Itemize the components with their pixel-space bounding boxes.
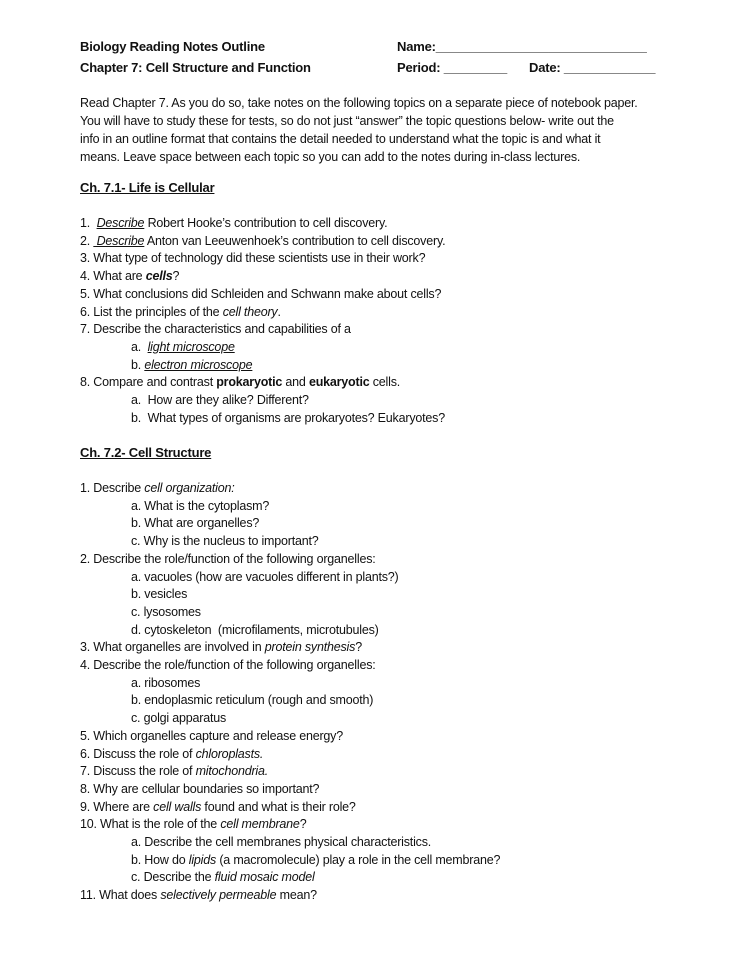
item-text: c. lysosomes — [131, 604, 201, 619]
date-field: Date: _____________ — [529, 60, 656, 75]
list-item — [80, 250, 425, 268]
item-text: 1. — [80, 216, 97, 230]
item-text: b. — [131, 357, 145, 372]
item-text: (a macromolecule) play a role in the cell membrane? — [216, 852, 501, 867]
item-text: lipids — [188, 852, 217, 867]
instruction-line: means. Leave space between each topic so you can add to the notes during in-class lectures. — [80, 150, 581, 164]
item-text: electron microscope — [144, 357, 253, 372]
list-item — [80, 286, 441, 304]
document-title: Biology Reading Notes Outline — [80, 39, 265, 54]
item-text: a. Describe the cell membranes physical characteristics. — [131, 835, 432, 849]
item-text: cell membrane — [220, 817, 300, 832]
item-text: prokaryotic — [216, 375, 283, 390]
item-text: b. vesicles — [131, 587, 188, 602]
item-text: b. How do — [131, 852, 189, 867]
sub-item — [131, 515, 259, 533]
sub-item — [131, 852, 500, 870]
item-text: 7. Discuss the role of — [80, 764, 196, 779]
item-text: ? — [355, 640, 362, 655]
sub-item — [131, 622, 379, 640]
item-text: a. — [131, 339, 148, 354]
item-text: mean? — [276, 888, 317, 903]
instruction-line: Read Chapter 7. As you do so, take notes on the following topics on a separate piece of notebook paper. — [80, 96, 638, 110]
sub-item — [131, 692, 373, 710]
item-text: d. cytoskeleton (microfilaments, microtubules) — [131, 622, 379, 637]
item-text: cell walls — [153, 799, 202, 814]
item-text: a. What is the cytoplasm? — [131, 498, 270, 513]
list-item — [80, 374, 400, 392]
item-text: 6. List the principles of the — [80, 304, 223, 319]
item-text: eukaryotic — [308, 375, 370, 390]
item-text: light microscope — [147, 339, 235, 354]
sub-item — [131, 675, 200, 693]
list-item — [80, 233, 445, 251]
item-text: 10. What is the role of the — [80, 817, 221, 832]
item-text: 8. Compare and contrast — [80, 375, 217, 390]
chapter-title: Chapter 7: Cell Structure and Function — [80, 60, 311, 75]
item-text: Describe — [96, 216, 145, 230]
list-item — [80, 781, 319, 799]
sub-item — [131, 710, 226, 728]
item-text: chloroplasts. — [195, 746, 264, 761]
section-heading: Ch. 7.1- Life is Cellular — [80, 180, 215, 195]
item-text: a. How are they alike? Different? — [131, 393, 309, 407]
item-text: 4. What are — [80, 269, 146, 284]
sub-item — [131, 357, 252, 375]
sub-item — [131, 604, 201, 622]
item-text: c. Why is the nucleus to important? — [131, 534, 319, 549]
list-item — [80, 321, 351, 339]
item-text: ? — [299, 817, 307, 832]
list-item — [80, 746, 263, 764]
item-text: protein synthesis — [264, 640, 356, 655]
list-item — [80, 728, 343, 746]
sub-item — [131, 834, 431, 852]
item-text: c. Describe the — [131, 870, 215, 885]
sub-item — [131, 569, 399, 587]
item-text: cells. — [369, 375, 401, 390]
item-text: 5. Which organelles capture and release energy? — [80, 728, 343, 743]
item-text: Describe — [93, 233, 145, 248]
item-text: 3. What type of technology did these scientists use in their work? — [80, 251, 426, 266]
list-item — [80, 657, 376, 675]
item-text: and — [282, 375, 309, 390]
item-text: 5. What conclusions did Schleiden and Schwann make about cells? — [80, 286, 442, 301]
list-item — [80, 799, 356, 817]
list-item — [80, 268, 179, 286]
item-text: . — [277, 304, 281, 319]
item-text: 8. Why are cellular boundaries so important? — [80, 781, 320, 796]
item-text: found and what is their role? — [201, 799, 356, 814]
item-text: 11. What does — [80, 888, 161, 903]
item-text: 9. Where are — [80, 799, 154, 814]
item-text: 2. — [80, 233, 94, 248]
sub-item — [131, 410, 445, 428]
item-text: cell theory — [222, 304, 278, 319]
item-text: cell organization: — [144, 481, 235, 495]
item-text: b. What are organelles? — [131, 516, 260, 531]
item-text: c. golgi apparatus — [131, 711, 227, 726]
sub-item — [131, 392, 309, 410]
item-text: Anton van Leeuwenhoek’s contribution to cell discovery. — [144, 233, 446, 248]
item-text: a. vacuoles (how are vacuoles different in plants?) — [131, 569, 399, 584]
item-text: ? — [172, 269, 180, 284]
item-text: a. ribosomes — [131, 675, 201, 690]
item-text: Robert Hooke’s contribution to cell discovery. — [144, 216, 388, 230]
item-text: 2. Describe the role/function of the following organelles: — [80, 551, 376, 566]
item-text: selectively permeable — [160, 888, 277, 903]
name-field: Name:______________________________ — [397, 39, 647, 54]
item-text: 6. Discuss the role of — [80, 746, 196, 761]
list-item — [80, 551, 376, 569]
item-text: 7. Describe the characteristics and capabilities of a — [80, 322, 351, 337]
sub-item — [131, 498, 269, 516]
item-text: b. endoplasmic reticulum (rough and smooth) — [131, 693, 374, 708]
item-text: cells — [145, 269, 173, 284]
item-text: 1. Describe — [80, 481, 145, 495]
list-item — [80, 304, 281, 322]
list-item — [80, 639, 362, 657]
sub-item — [131, 533, 319, 551]
section-heading: Ch. 7.2- Cell Structure — [80, 445, 212, 460]
sub-item — [131, 586, 187, 604]
instruction-line: You will have to study these for tests, so do not just “answer” the topic questions below- write out the — [80, 114, 614, 128]
instructions — [80, 94, 680, 166]
item-text: 4. Describe the role/function of the following organelles: — [80, 658, 376, 672]
list-item — [80, 763, 268, 781]
list-item — [80, 887, 317, 905]
instruction-line: info in an outline format that contains the detail needed to understand what the topic is and what it — [80, 132, 601, 146]
item-text: fluid mosaic model — [214, 870, 315, 885]
list-item — [80, 816, 306, 834]
item-text: b. What types of organisms are prokaryotes? Eukaryotes? — [131, 410, 445, 425]
sub-item — [131, 339, 235, 357]
list-item — [80, 215, 387, 233]
item-text: mitochondria. — [195, 764, 269, 779]
item-text: 3. What organelles are involved in — [80, 640, 265, 655]
sub-item — [131, 869, 315, 887]
period-field: Period: _________ — [397, 60, 508, 75]
list-item — [80, 480, 235, 498]
